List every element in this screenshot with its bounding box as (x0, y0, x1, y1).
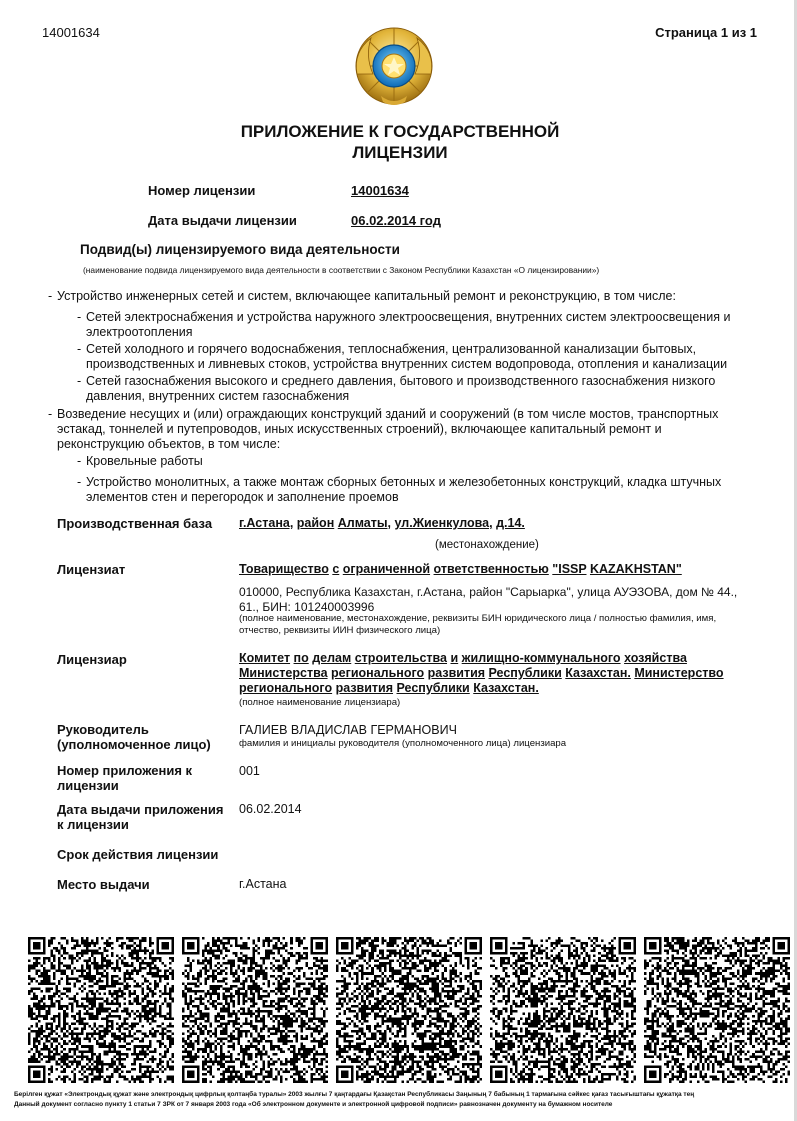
activity-item: - Сетей холодного и горячего водоснабжения, теплоснабжения, централизованной канализации бытовых, производственных и ливневых стоков, устройства внутренних систем водопровода, отопления и канализации (77, 342, 728, 371)
head-label: Руководитель (уполномоченное лицо) (57, 722, 211, 752)
state-emblem-icon (351, 22, 437, 108)
licensee-address: 010000, Республика Казахстан, г.Астана, район "Сарыарка", улица АУЭЗОВА, дом № 44., 61., БИН: 101240003996 (239, 585, 738, 614)
activity-item: - Устройство монолитных, а также монтаж сборных бетонных и железобетонных конструкций, кладка штучных элементов стен и перегородок и заполнение проемов (77, 475, 722, 504)
legal-footer (14, 1090, 694, 1110)
subkind-title: Подвид(ы) лицензируемого вида деятельности (80, 242, 400, 257)
license-date-label: Дата выдачи лицензии (148, 213, 297, 228)
annex-date-value: 06.02.2014 (239, 802, 302, 816)
licensor-name: Комитет по делам строительства и жилищно-коммунального хозяйства Министерства регионального развития Республики Казахстан. Министерство регионального развития Республики Казахстан. (239, 651, 724, 695)
licensor-caption: (полное наименование лицензиара) (239, 697, 401, 708)
document-title (150, 121, 650, 163)
footer-line-ru: Данный документ согласно пункту 1 статьи 7 ЗРК от 7 января 2003 года «Об электронном документе и электронной цифровой подписи» равнозначен документу на бумажном носителе (14, 1101, 613, 1108)
activity-item: - Устройство инженерных сетей и систем, включающее капитальный ремонт и реконструкцию, в том числе: (48, 289, 676, 303)
document-number: 14001634 (42, 25, 100, 40)
qr-code-row (28, 937, 788, 1083)
head-name: ГАЛИЕВ ВЛАДИСЛАВ ГЕРМАНОВИЧ (239, 723, 457, 737)
base-caption: (местонахождение) (435, 539, 539, 551)
annex-date-label: Дата выдачи приложения к лицензии (57, 802, 224, 832)
activity-item: - Возведение несущих и (или) ограждающих конструкций зданий и сооружений (в том числе мостов, транспортных эстакад, тоннелей и путепроводов, иных искусственных строений), включающее капитальный ремонт и реконструкцию объектов, в том числе: (48, 407, 719, 451)
validity-label: Срок действия лицензии (57, 847, 219, 862)
title-line-2: ЛИЦЕНЗИИ (352, 143, 448, 162)
activity-item: - Сетей электроснабжения и устройства наружного электроосвещения, внутренних систем электроосвещения и электроотопления (77, 310, 731, 339)
qr-code-icon (644, 937, 790, 1083)
place-value: г.Астана (239, 877, 287, 891)
licensee-caption: (полное наименование, местонахождение, реквизиты БИН юридического лица / полностью фамилия, имя, отчество, реквизиты ИИН физического лица) (239, 613, 717, 636)
qr-code-icon (336, 937, 482, 1083)
title-line-1: ПРИЛОЖЕНИЕ К ГОСУДАРСТВЕННОЙ (240, 122, 560, 141)
annex-number-label: Номер приложения к лицензии (57, 763, 193, 793)
base-label: Производственная база (57, 516, 213, 531)
licensee-name: Товарищество с ограниченной ответственностью "ISSP KAZAKHSTAN" (239, 562, 682, 576)
license-number-value: 14001634 (351, 183, 409, 198)
annex-number-value: 001 (239, 764, 260, 778)
licensee-label: Лицензиат (57, 562, 126, 577)
head-caption: фамилия и инициалы руководителя (уполномоченного лица) лицензиара (239, 738, 567, 749)
qr-code-icon (28, 937, 174, 1083)
qr-code-icon (490, 937, 636, 1083)
license-date-value: 06.02.2014 год (351, 213, 441, 228)
qr-code-icon (182, 937, 328, 1083)
activity-item: - Сетей газоснабжения высокого и среднего давления, бытового и производственного газоснабжения низкого давления, внутренних систем газоснабжения (77, 374, 716, 403)
base-address: г.Астана, район Алматы, ул.Жиенкулова, д.14. (239, 516, 525, 530)
page-indicator: Страница 1 из 1 (655, 25, 757, 40)
activity-item: - Кровельные работы (77, 454, 203, 468)
footer-line-kz: Берілген құжат «Электрондық құжат және электрондық цифрлық қолтаңба туралы» 2003 жылғы 7 қаңтардағы Қазақстан Республикасы Заңының 7 бабының 1 тармағына сәйкес қағаз тасығыштағы құжатқа тең (14, 1091, 695, 1098)
licensor-label: Лицензиар (57, 652, 127, 667)
license-number-label: Номер лицензии (148, 183, 256, 198)
place-label: Место выдачи (57, 877, 150, 892)
subkind-note: (наименование подвида лицензируемого вида деятельности в соответствии с Законом Республики Казахстан «О лицензировании») (83, 265, 600, 275)
